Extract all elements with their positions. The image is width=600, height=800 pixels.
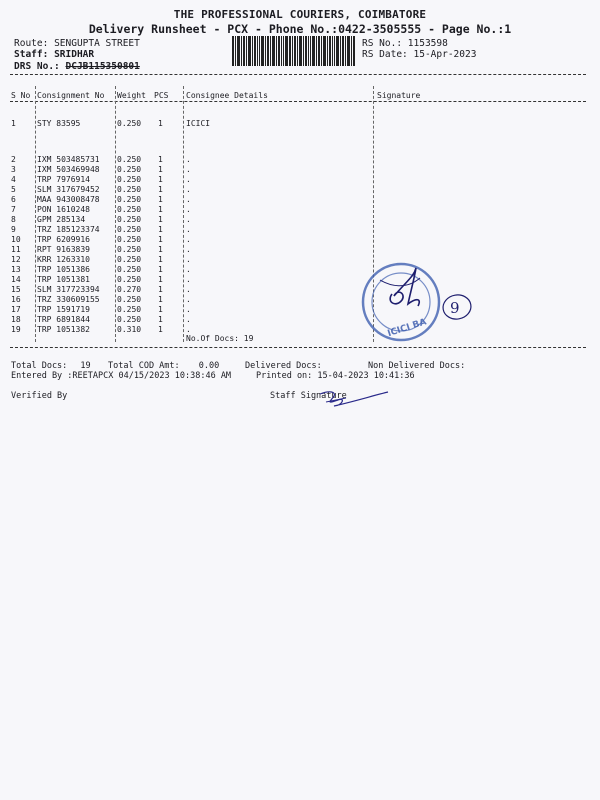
row-details: . <box>186 305 191 314</box>
table-row <box>0 205 600 215</box>
table-row <box>0 245 600 255</box>
row-details: . <box>186 265 191 274</box>
route-label: Route: <box>14 38 49 49</box>
drs-label: DRS No.: <box>14 61 60 72</box>
row-consignment: IXM 503485731 <box>37 155 100 164</box>
row-consignment: KRR 1263310 <box>37 255 90 264</box>
row-weight: 0.250 <box>117 295 142 304</box>
row-consignment: SLM 317723394 <box>37 285 100 294</box>
row-sno: 12 <box>11 255 21 264</box>
row-consignment: TRP 1591719 <box>37 305 90 314</box>
col-consignment: Consignment No <box>37 91 105 100</box>
route-line <box>14 38 140 49</box>
stamp-text: ICICI BA <box>386 317 428 340</box>
row-details: . <box>186 315 191 324</box>
rs-date-value: 15-Apr-2023 <box>413 49 477 60</box>
row-pcs: 1 <box>158 235 163 244</box>
row-pcs: 1 <box>158 245 163 254</box>
row-details: . <box>186 215 191 224</box>
row-sno: 6 <box>11 195 16 204</box>
row-details: . <box>186 175 191 184</box>
table-row <box>0 119 600 129</box>
row-pcs: 1 <box>158 119 163 128</box>
staff-signature-scribble <box>312 386 392 410</box>
divider-header <box>10 101 586 102</box>
row-details: . <box>186 155 191 164</box>
total-cod-value: 0.00 <box>198 361 220 371</box>
table-row <box>0 305 600 315</box>
row-pcs: 1 <box>158 195 163 204</box>
table-row <box>0 185 600 195</box>
row-pcs: 1 <box>158 275 163 284</box>
row-weight: 0.250 <box>117 175 142 184</box>
rs-no-value: 1153598 <box>407 38 448 49</box>
rs-no-label: RS No.: <box>362 38 403 49</box>
delivered-docs: Delivered Docs: <box>245 361 322 371</box>
row-pcs: 1 <box>158 255 163 264</box>
col-signature: Signature <box>377 91 421 100</box>
row-sno: 15 <box>11 285 21 294</box>
row-details: . <box>186 185 191 194</box>
table-row <box>0 225 600 235</box>
table-row <box>0 215 600 225</box>
row-details: . <box>186 205 191 214</box>
company-name: THE PROFESSIONAL COURIERS, COIMBATORE <box>173 8 427 21</box>
row-details: . <box>186 325 191 334</box>
route-value: SENGUPTA STREET <box>54 38 140 49</box>
col-sno: S No <box>11 91 31 100</box>
row-details: . <box>186 255 191 264</box>
row-details: . <box>186 165 191 174</box>
row-weight: 0.250 <box>117 245 142 254</box>
row-consignment: RPT 9163839 <box>37 245 90 254</box>
row-sno: 11 <box>11 245 21 254</box>
row-sno: 4 <box>11 175 16 184</box>
row-details: . <box>186 295 191 304</box>
row-consignment: TRP 1051382 <box>37 325 90 334</box>
initials-text: 9 <box>450 299 460 317</box>
handwritten-initials <box>440 290 474 324</box>
table-row <box>0 325 600 335</box>
row-pcs: 1 <box>158 155 163 164</box>
divider-bottom <box>10 347 586 348</box>
row-sno: 5 <box>11 185 16 194</box>
printed-on: Printed on: 15-04-2023 10:41:36 <box>256 371 415 381</box>
row-details: . <box>186 285 191 294</box>
row-weight: 0.250 <box>117 195 142 204</box>
table-row <box>0 255 600 265</box>
table-row <box>0 235 600 245</box>
col-details: Consignee Details <box>186 91 268 100</box>
entered-by: Entered By :REETAPCX 04/15/2023 10:38:46 AM <box>11 371 232 381</box>
row-weight: 0.250 <box>117 235 142 244</box>
row-pcs: 1 <box>158 315 163 324</box>
row-details: . <box>186 245 191 254</box>
table-row <box>0 195 600 205</box>
row-details: . <box>186 195 191 204</box>
row-pcs: 1 <box>158 285 163 294</box>
row-details: . <box>186 225 191 234</box>
row-details: . <box>186 235 191 244</box>
col-weight: Weight <box>117 91 146 100</box>
table-row <box>0 295 600 305</box>
row-consignment: PON 1610248 <box>37 205 90 214</box>
row-pcs: 1 <box>158 265 163 274</box>
drs-value: DCJB115350801 <box>65 61 140 72</box>
row-weight: 0.250 <box>117 155 142 164</box>
row-sno: 19 <box>11 325 21 334</box>
row-pcs: 1 <box>158 305 163 314</box>
row-sno: 8 <box>11 215 16 224</box>
rs-no-line <box>362 38 448 49</box>
row-consignment: TRP 1051381 <box>37 275 90 284</box>
total-cod-label: Total COD Amt: <box>108 361 180 371</box>
row-weight: 0.250 <box>117 275 142 284</box>
row-sno: 3 <box>11 165 16 174</box>
row-sno: 17 <box>11 305 21 314</box>
total-docs-value: 19 <box>80 361 91 371</box>
row-consignment: IXM 503469948 <box>37 165 100 174</box>
rs-date-label: RS Date: <box>362 49 408 60</box>
row-sno: 7 <box>11 205 16 214</box>
row-consignment: TRP 6891844 <box>37 315 90 324</box>
staff-signature-label: Staff Signature <box>270 391 347 401</box>
row-consignment: STY 83595 <box>37 119 81 128</box>
row-consignment: TRZ 330609155 <box>37 295 100 304</box>
table-row <box>0 155 600 165</box>
row-pcs: 1 <box>158 295 163 304</box>
table-row <box>0 275 600 285</box>
table-row <box>0 315 600 325</box>
row-consignment: TRP 1051386 <box>37 265 90 274</box>
non-delivered-docs: Non Delivered Docs: <box>368 361 466 371</box>
row-sno: 10 <box>11 235 21 244</box>
row-weight: 0.250 <box>117 305 142 314</box>
no-of-docs: No.Of Docs: 19 <box>186 334 254 343</box>
row-pcs: 1 <box>158 205 163 214</box>
row-sno: 13 <box>11 265 21 274</box>
drs-line <box>14 61 140 72</box>
table-row <box>0 175 600 185</box>
row-consignment: MAA 943008478 <box>37 195 100 204</box>
row-sno: 2 <box>11 155 16 164</box>
row-weight: 0.250 <box>117 255 142 264</box>
row-pcs: 1 <box>158 185 163 194</box>
total-docs-label: Total Docs: <box>11 361 68 371</box>
row-weight: 0.250 <box>117 119 142 128</box>
row-weight: 0.310 <box>117 325 142 334</box>
row-weight: 0.250 <box>117 185 142 194</box>
row-details: ICICI <box>186 119 211 128</box>
row-consignment: SLM 317679452 <box>37 185 100 194</box>
row-consignment: TRP 7976914 <box>37 175 90 184</box>
row-weight: 0.250 <box>117 215 142 224</box>
runsheet-title: Delivery Runsheet - PCX - Phone No.:0422-3505555 - Page No.:1 <box>88 22 512 36</box>
divider-top <box>10 74 586 75</box>
total-cod <box>108 361 219 371</box>
table-row <box>0 265 600 275</box>
row-details: . <box>186 275 191 284</box>
row-weight: 0.270 <box>117 285 142 294</box>
col-pcs: PCS <box>154 91 169 100</box>
staff-value: SRIDHAR <box>54 49 95 60</box>
row-pcs: 1 <box>158 325 163 334</box>
verified-by: Verified By <box>11 391 68 401</box>
table-row <box>0 285 600 295</box>
row-pcs: 1 <box>158 175 163 184</box>
row-weight: 0.250 <box>117 265 142 274</box>
staff-label: Staff: <box>14 49 49 60</box>
row-pcs: 1 <box>158 165 163 174</box>
rs-date-line <box>362 49 476 60</box>
row-sno: 1 <box>11 119 16 128</box>
row-consignment: TRZ 185123374 <box>37 225 100 234</box>
row-pcs: 1 <box>158 215 163 224</box>
total-docs <box>11 361 91 371</box>
row-weight: 0.250 <box>117 205 142 214</box>
row-weight: 0.250 <box>117 225 142 234</box>
row-sno: 9 <box>11 225 16 234</box>
row-consignment: GPM 285134 <box>37 215 86 224</box>
row-sno: 18 <box>11 315 21 324</box>
staff-line <box>14 49 94 60</box>
row-weight: 0.250 <box>117 315 142 324</box>
row-consignment: TRP 6209916 <box>37 235 90 244</box>
row-weight: 0.250 <box>117 165 142 174</box>
row-sno: 14 <box>11 275 21 284</box>
row-sno: 16 <box>11 295 21 304</box>
table-row <box>0 165 600 175</box>
row-pcs: 1 <box>158 225 163 234</box>
barcode <box>232 36 356 66</box>
